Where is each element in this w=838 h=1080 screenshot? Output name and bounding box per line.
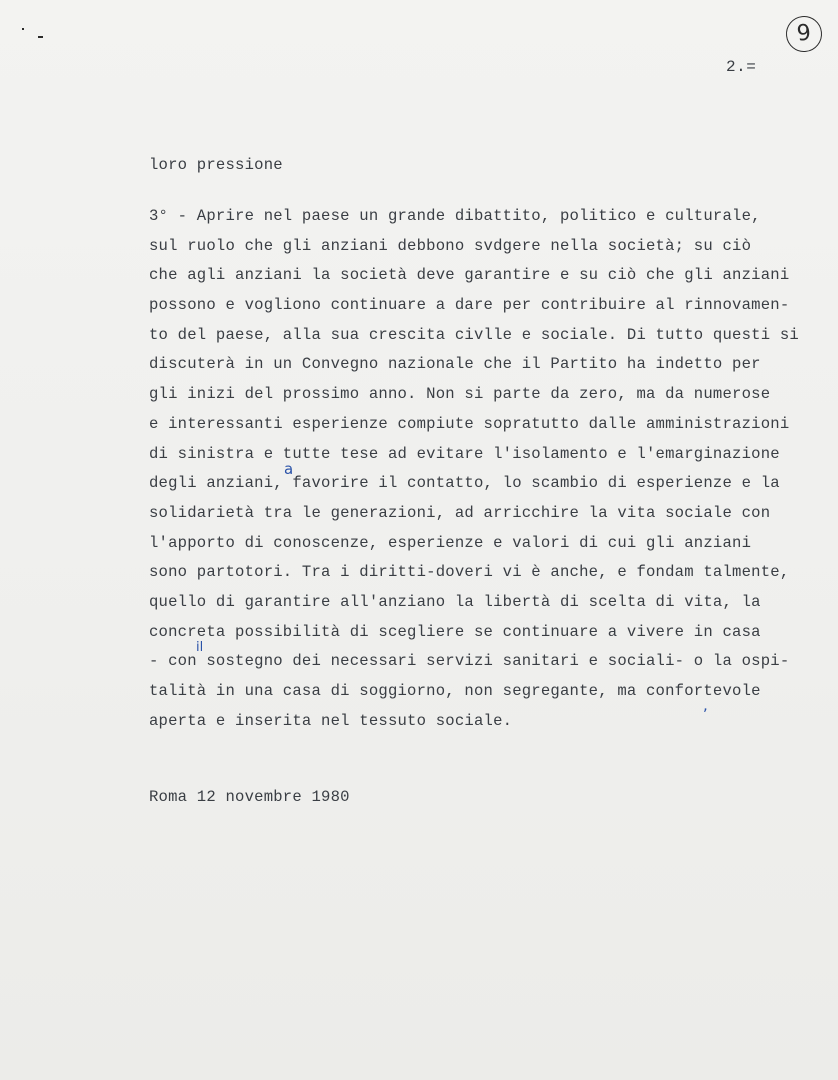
continuation-line: loro pressione xyxy=(149,156,283,174)
page-number: 2.= xyxy=(726,58,757,76)
handwritten-correction: , xyxy=(703,696,708,714)
paragraph-line: - con sostegno dei necessari servizi sanitari e sociali- o la ospi- xyxy=(149,652,790,671)
paragraph-line: quello di garantire all'anziano la libertà di scelta di vita, la xyxy=(149,592,761,611)
paragraph-line: l'apporto di conoscenze, esperienze e valori di cui gli anziani xyxy=(149,533,752,552)
paper-speck xyxy=(22,28,24,30)
paragraph-line: sul ruolo che gli anziani debbono svdgere nella società; su ciò xyxy=(149,236,752,255)
paragraph-line: solidarietà tra le generazioni, ad arricchire la vita sociale con xyxy=(149,503,771,522)
paragraph-line: che agli anziani la società deve garantire e su ciò che gli anziani xyxy=(149,266,790,285)
paragraph-line: to del paese, alla sua crescita civlle e sociale. Di tutto questi si xyxy=(149,325,799,344)
paragraph-line: aperta e inserita nel tessuto sociale. xyxy=(149,711,513,730)
place-date: Roma 12 novembre 1980 xyxy=(149,788,350,806)
paragraph-line: e interessanti esperienze compiute sopratutto dalle amministrazioni xyxy=(149,414,790,433)
paragraph-line: sono partotori. Tra i diritti-doveri vi è anche, e fondam talmente, xyxy=(149,563,790,582)
paragraph-line: 3° - Aprire nel paese un grande dibattito, politico e culturale, xyxy=(149,207,761,225)
handwritten-correction: a xyxy=(284,460,294,478)
paragraph-line: talità in una casa di soggiorno, non segregante, ma confortevole xyxy=(149,682,761,700)
paragraph-line: di sinistra e tutte tese ad evitare l'isolamento e l'emarginazione xyxy=(149,444,780,463)
paragraph-line: degli anziani, favorire il contatto, lo scambio di esperienze e la xyxy=(149,474,780,493)
paragraph-line: gli inizi del prossimo anno. Non si parte da zero, ma da numerose xyxy=(149,385,771,404)
paper-speck xyxy=(38,36,43,38)
paragraph-line: concreta possibilità di scegliere se continuare a vivere in casa xyxy=(149,622,761,641)
paragraph-line: discuterà in un Convegno nazionale che il Partito ha indetto per xyxy=(149,355,761,374)
archive-number-circled: 9 xyxy=(784,14,824,54)
paragraph-line: possono e vogliono continuare a dare per contribuire al rinnovamen- xyxy=(149,296,790,315)
handwritten-correction: il xyxy=(196,640,204,655)
body-paragraph xyxy=(149,202,829,736)
